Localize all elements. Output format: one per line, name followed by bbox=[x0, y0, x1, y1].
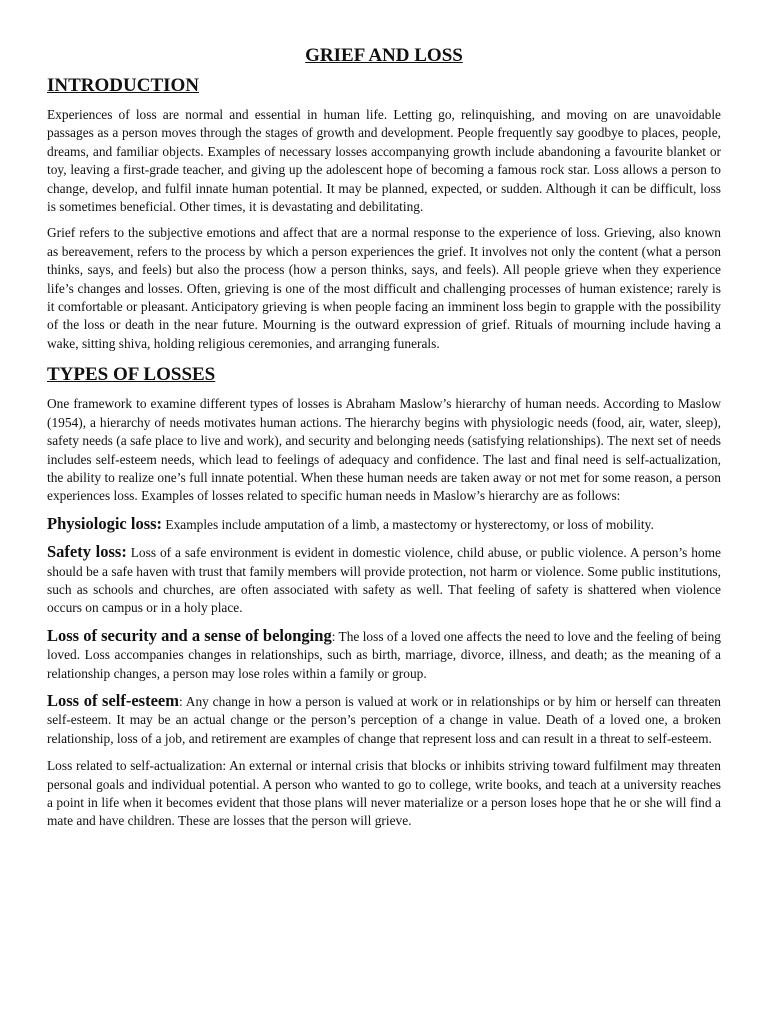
document-title: GRIEF AND LOSS bbox=[305, 45, 463, 66]
loss-item-text: : The loss of a loved one affects the need to love and the feeling of being loved. Loss accompanies changes in relationships, such as birth, marriage, divorce, illness, and death; as the meaning of a relationship changes, a person may lose roles within a family or group. bbox=[47, 628, 721, 681]
loss-item-self-esteem bbox=[47, 692, 721, 748]
loss-item-label: Physiologic loss: bbox=[47, 513, 163, 533]
self-actualization-paragraph: Loss related to self-actualization: An external or internal crisis that blocks or inhibits striving toward fulfilment may threaten personal goals and individual potential. A person who wanted to go to college, write books, and teach at a university reaches a point in life when it becomes evident that those plans will never materialize or a person loses hope that he or she will find a mate and have children. These are losses that the person will grieve. bbox=[47, 758, 721, 829]
introduction-paragraph-2: Grief refers to the subjective emotions and affect that are a normal response to the experience of loss. Grieving, also known as bereavement, refers to the process by which a person experiences the grief. It involves not only the content (what a person thinks, says, and feels) but also the process (how a person thinks, says, and feels). All people grieve when they experience life’s changes and losses. Often, grieving is one of the most difficult and challenging processes of human existence; rarely is it comfortable or pleasant. Anticipatory grieving is when people facing an imminent loss begin to grapple with the possibility of the loss or death in the near future. Mourning is the outward expression of grief. Rituals of mourning include having a wake, sitting shiva, holding religious ceremonies, and arranging funerals. bbox=[47, 225, 721, 351]
types-of-losses-intro: One framework to examine different types of losses is Abraham Maslow’s hierarchy of human needs. According to Maslow (1954), a hierarchy of needs motivates human actions. The hierarchy begins with physiologic needs (food, air, water, sleep), safety needs (a safe place to live and work), and security and belonging needs (satisfying relationships). The next set of needs includes self-esteem needs, which lead to feelings of adequacy and confidence. The last and final need is self-actualization, the ability to realize one’s full innate potential. When these human needs are taken away or not met for some reason, a person experiences loss. Examples of losses related to specific human needs in Maslow’s hierarchy are as follows: bbox=[47, 396, 721, 504]
introduction-heading: INTRODUCTION bbox=[47, 75, 200, 96]
loss-item-security-belonging bbox=[47, 627, 721, 683]
loss-item-label: Loss of self-esteem bbox=[47, 690, 179, 710]
document-page bbox=[47, 44, 721, 839]
loss-item-text: : Any change in how a person is valued at work or in relationships or by him or herself can threaten self-esteem. It may be an actual change or the person’s perception of a change in value. Death of a loved one, a broken relationship, loss of a job, and retirement are examples of change that represent loss and can result in a threat to self-esteem. bbox=[47, 693, 721, 746]
loss-item-label: Loss of security and a sense of belonging bbox=[47, 625, 332, 645]
loss-item-label: Safety loss: bbox=[47, 542, 127, 562]
loss-item-text: Examples include amputation of a limb, a mastectomy or hysterectomy, or loss of mobility. bbox=[162, 516, 654, 532]
loss-item-physiologic bbox=[47, 515, 721, 534]
loss-item-safety bbox=[47, 543, 721, 618]
loss-item-text: Loss of a safe environment is evident in domestic violence, child abuse, or public violence. A person’s home should be a safe haven with trust that family members will provide protection, not harm or violence. Some public institutions, such as schools and churches, are often associated with safety as well. That feeling of safety is shattered when violence occurs on campus or in a holy place. bbox=[47, 545, 721, 616]
types-of-losses-heading: TYPES OF LOSSES bbox=[47, 364, 216, 386]
introduction-paragraph-1: Experiences of loss are normal and essential in human life. Letting go, relinquishing, and moving on are unavoidable passages as a person moves through the stages of growth and development. People frequently say goodbye to places, people, dreams, and familiar objects. Examples of necessary losses accompanying growth include abandoning a favourite blanket or toy, leaving a first-grade teacher, and giving up the adolescent hope of becoming a famous rock star. Loss allows a person to change, develop, and fulfil innate human potential. It may be planned, expected, or sudden. Although it can be difficult, loss is sometimes beneficial. Other times, it is devastating and debilitating. bbox=[47, 107, 721, 215]
